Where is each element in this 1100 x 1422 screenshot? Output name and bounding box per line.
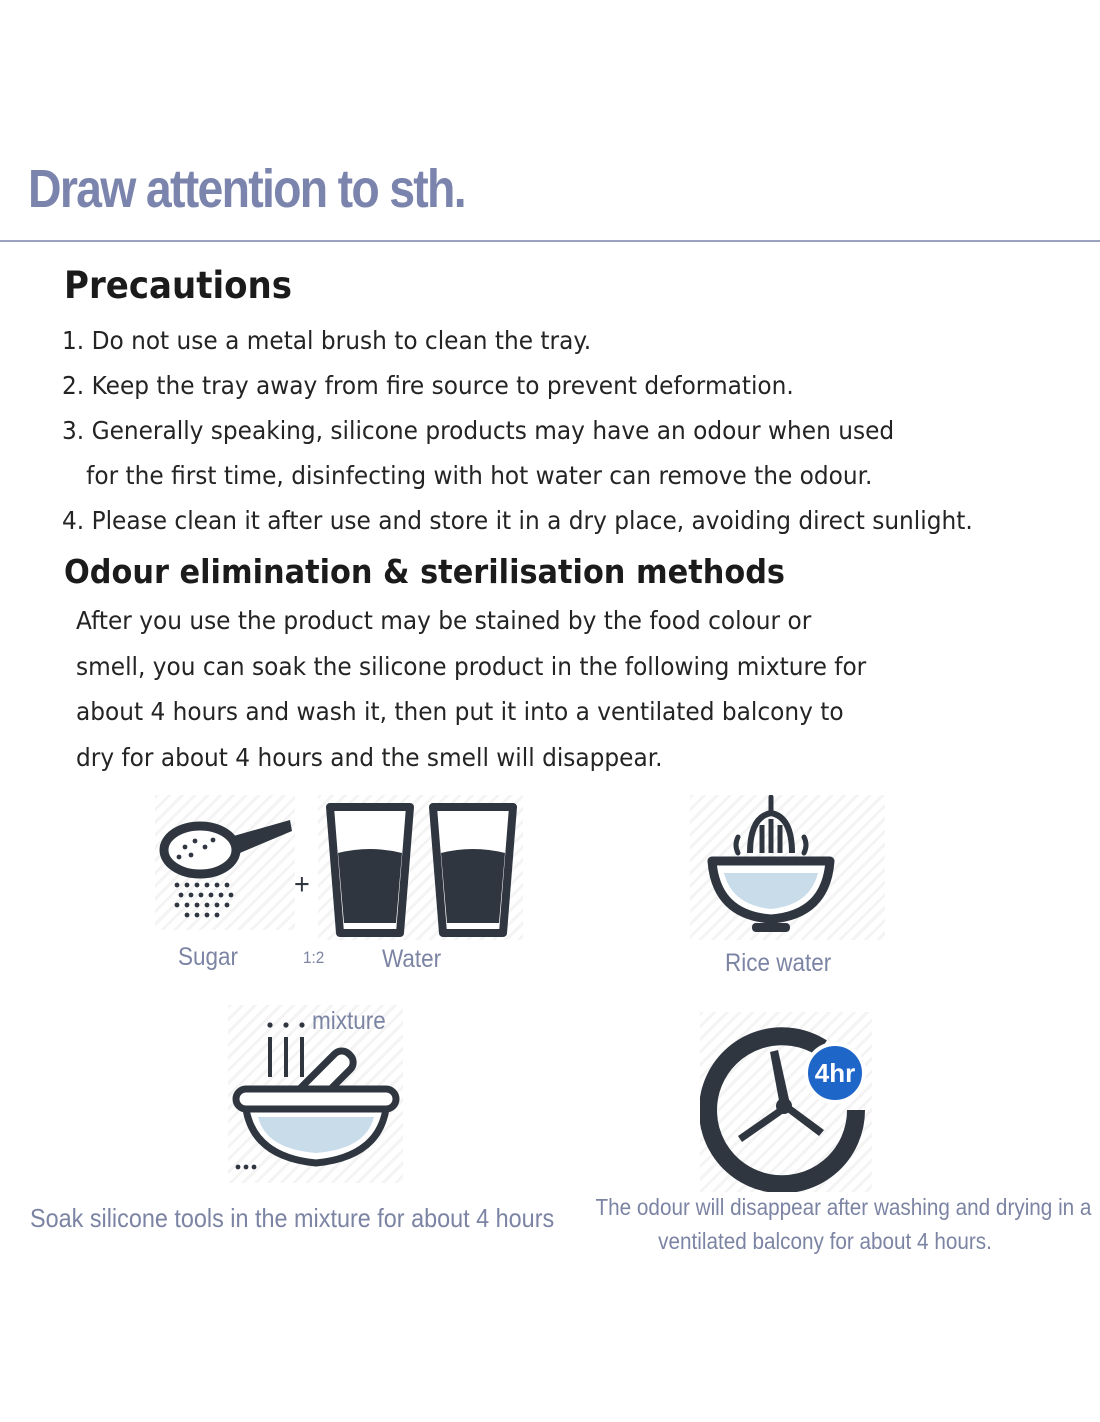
odour-paragraph [76, 598, 936, 780]
paragraph-line: smell, you can soak the silicone product in the following mixture for [76, 651, 867, 681]
clock-icon [700, 1012, 872, 1192]
rice-water-bowl-icon [690, 795, 885, 940]
water-label: Water [382, 945, 442, 973]
list-item-continuation: for the first time, disinfecting with hot water can remove the odour. [86, 461, 873, 490]
paragraph-line: about 4 hours and wash it, then put it into a ventilated balcony to [76, 697, 844, 726]
dry-caption-line: ventilated balcony for about 4 hours. [658, 1228, 992, 1254]
list-item: 4. Please clean it after use and store it in a dry place, avoiding direct sunlight. [62, 506, 973, 535]
banner-title: Draw attention to sth. [28, 159, 465, 219]
sugar-spoon-icon [155, 795, 295, 930]
clock-badge: 4hr [804, 1042, 866, 1104]
paragraph-line: After you use the product may be stained by the food colour or [76, 606, 812, 635]
soak-caption: Soak silicone tools in the mixture for about 4 hours [30, 1203, 555, 1233]
list-item: 3. Generally speaking, silicone products may have an odour when used [62, 416, 895, 445]
dry-caption [570, 1190, 1092, 1258]
water-glass-icon [318, 795, 523, 940]
precautions-heading: Precautions [64, 264, 293, 307]
ratio-label: 1:2 [303, 948, 325, 967]
banner-divider [0, 240, 1100, 242]
dry-caption-line: The odour will disappear after washing and drying in a [595, 1194, 1092, 1220]
odour-heading: Odour elimination & sterilisation methods [64, 552, 786, 591]
plus-sign: + [294, 868, 310, 901]
rice-water-label: Rice water [725, 949, 832, 977]
list-item: 1. Do not use a metal brush to clean the tray. [62, 326, 592, 355]
list-item: 2. Keep the tray away from fire source to prevent deformation. [62, 371, 794, 400]
mixture-label: mixture [312, 1007, 386, 1035]
sugar-label: Sugar [178, 943, 239, 971]
paragraph-line: dry for about 4 hours and the smell will disappear. [76, 742, 663, 772]
precautions-list [62, 318, 1041, 543]
